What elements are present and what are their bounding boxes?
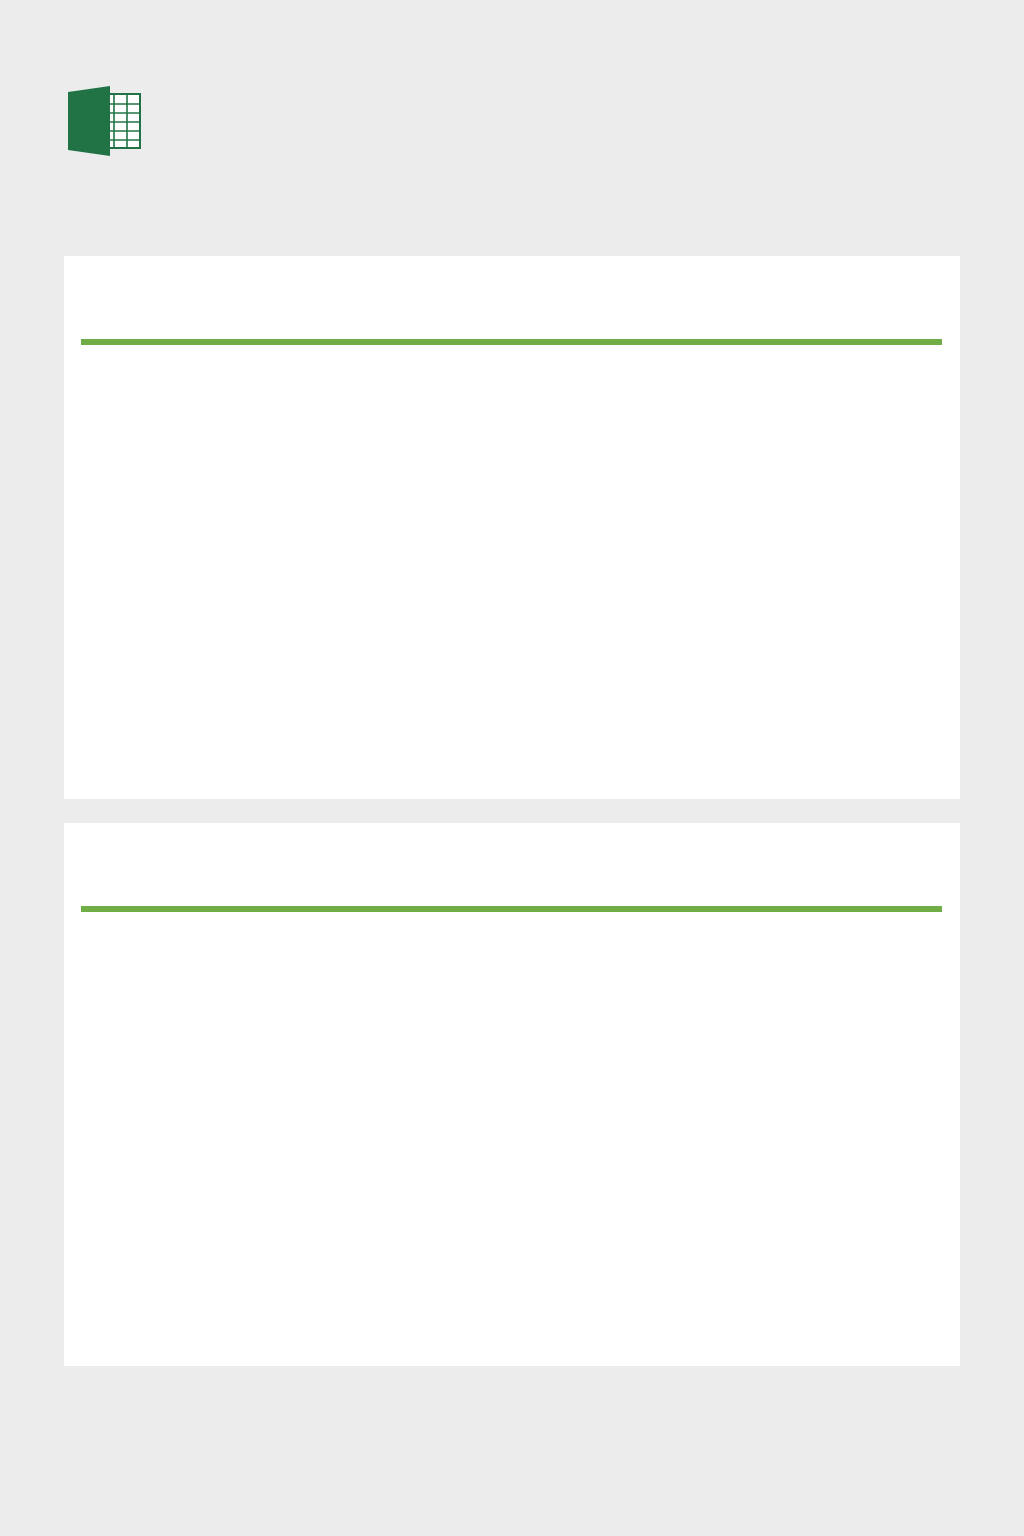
- spreadsheet-preview-2: [64, 823, 960, 1366]
- spreadsheet-preview-1: [64, 256, 960, 799]
- checkin-table: [64, 256, 960, 799]
- excel-logo-icon: [68, 86, 142, 156]
- checkin-table: [64, 823, 960, 1366]
